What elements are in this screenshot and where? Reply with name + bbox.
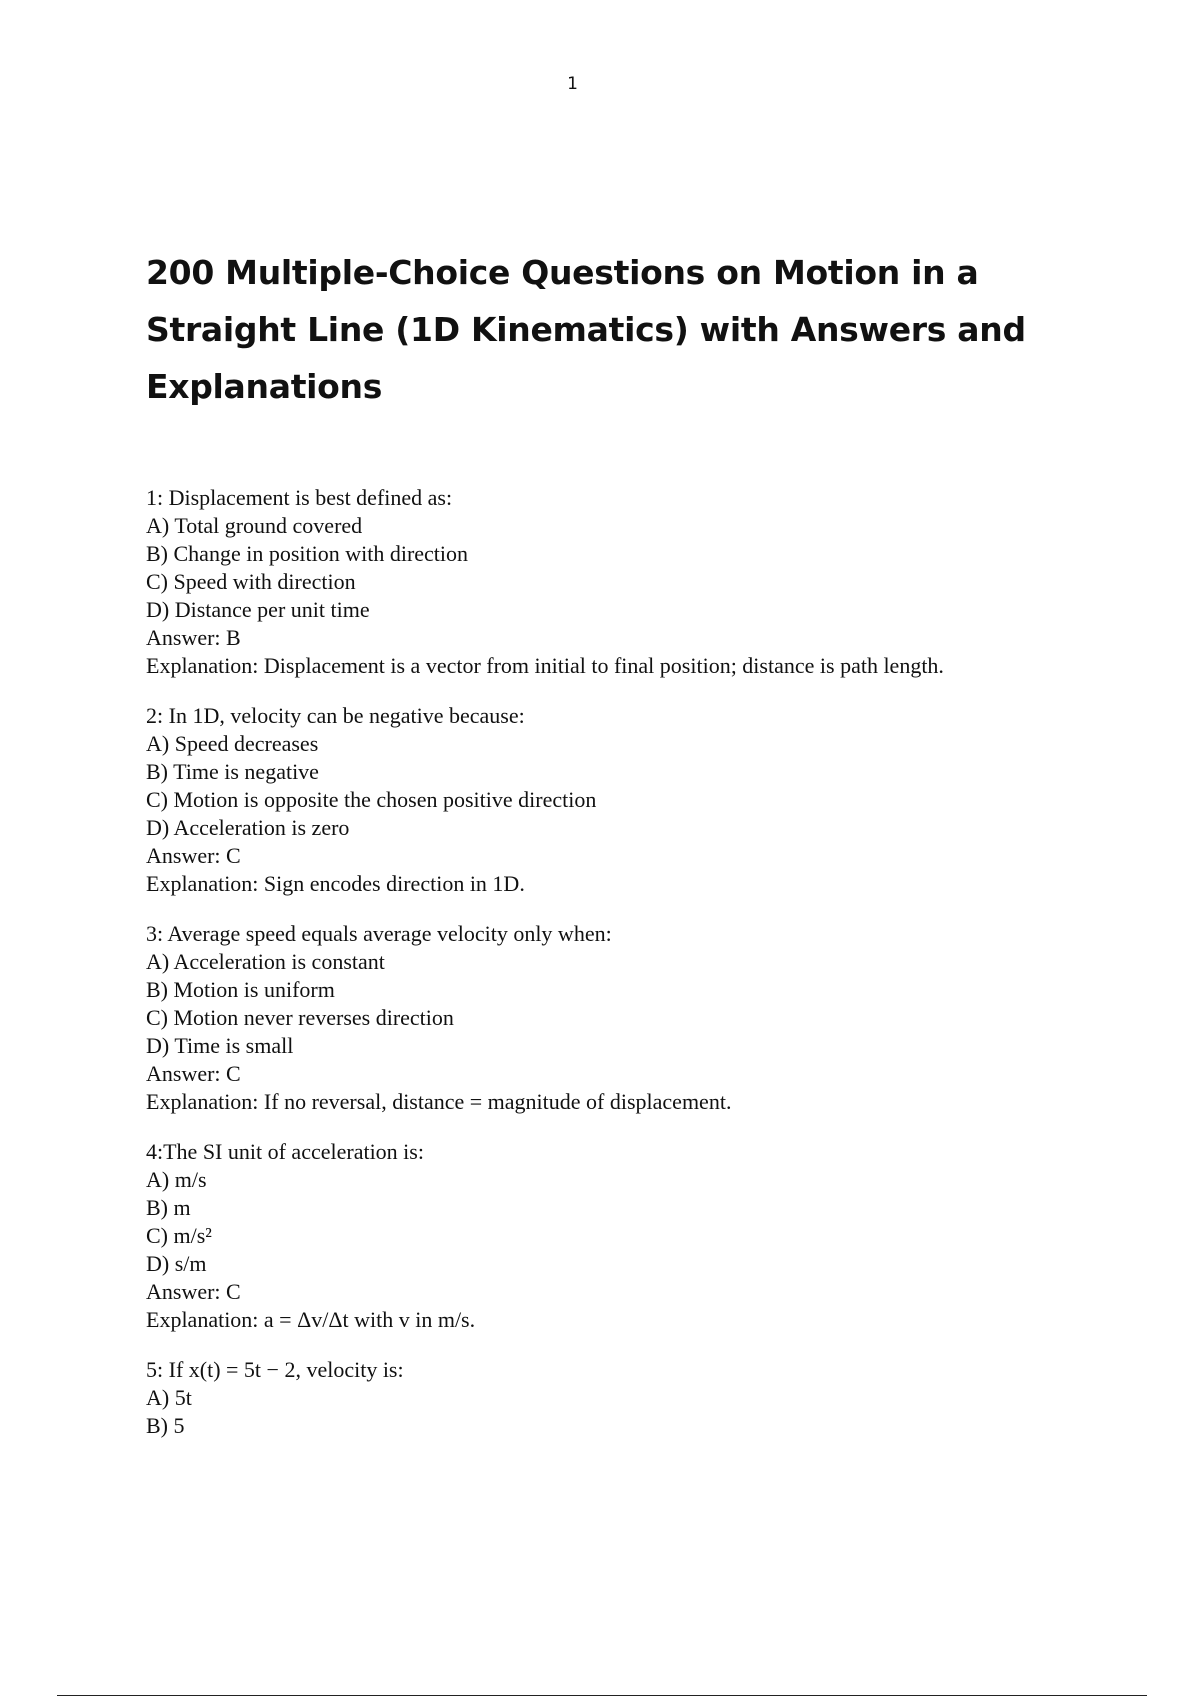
question-item	[146, 1356, 1146, 1440]
option-c: C) Motion never reverses direction	[146, 1005, 454, 1030]
answer-line: Answer: C	[146, 1279, 241, 1304]
option-c: C) Motion is opposite the chosen positive direction	[146, 787, 597, 812]
explanation-line: Explanation: If no reversal, distance = magnitude of displacement.	[146, 1089, 732, 1114]
option-b: B) Motion is uniform	[146, 977, 335, 1002]
option-d: D) Time is small	[146, 1033, 294, 1058]
option-b: B) 5	[146, 1413, 185, 1438]
explanation-line: Explanation: a = Δv/Δt with v in m/s.	[146, 1307, 476, 1332]
question-item	[146, 484, 1146, 680]
option-d: D) Distance per unit time	[146, 597, 370, 622]
option-a: A) Total ground covered	[146, 513, 363, 538]
question-item	[146, 1138, 1146, 1334]
option-a: A) Acceleration is constant	[146, 949, 385, 974]
option-c: C) m/s²	[146, 1223, 212, 1248]
option-b: B) Time is negative	[146, 759, 319, 784]
question-prompt: 2: In 1D, velocity can be negative because:	[146, 703, 525, 728]
option-a: A) 5t	[146, 1385, 192, 1410]
question-item	[146, 920, 1146, 1116]
explanation-line: Explanation: Sign encodes direction in 1D.	[146, 871, 525, 896]
option-c: C) Speed with direction	[146, 569, 356, 594]
option-b: B) Change in position with direction	[146, 541, 469, 566]
question-prompt: 5: If x(t) = 5t − 2, velocity is:	[146, 1357, 404, 1382]
question-prompt: 3: Average speed equals average velocity only when:	[146, 921, 612, 946]
answer-line: Answer: B	[146, 625, 241, 650]
option-a: A) Speed decreases	[146, 731, 319, 756]
document-title: 200 Multiple-Choice Questions on Motion in a Straight Line (1D Kinematics) with Answers and Explanations	[146, 253, 1026, 406]
option-b: B) m	[146, 1195, 191, 1220]
answer-line: Answer: C	[146, 843, 241, 868]
explanation-line: Explanation: Displacement is a vector from initial to final position; distance is path length.	[146, 653, 944, 678]
option-d: D) Acceleration is zero	[146, 815, 350, 840]
page-number: 1	[567, 74, 578, 94]
question-prompt: 1: Displacement is best defined as:	[146, 485, 453, 510]
question-list	[146, 484, 1146, 1462]
option-d: D) s/m	[146, 1251, 207, 1276]
answer-line: Answer: C	[146, 1061, 241, 1086]
option-a: A) m/s	[146, 1167, 207, 1192]
question-prompt: 4:The SI unit of acceleration is:	[146, 1139, 424, 1164]
footer-rule	[57, 1695, 1147, 1696]
question-item	[146, 702, 1146, 898]
